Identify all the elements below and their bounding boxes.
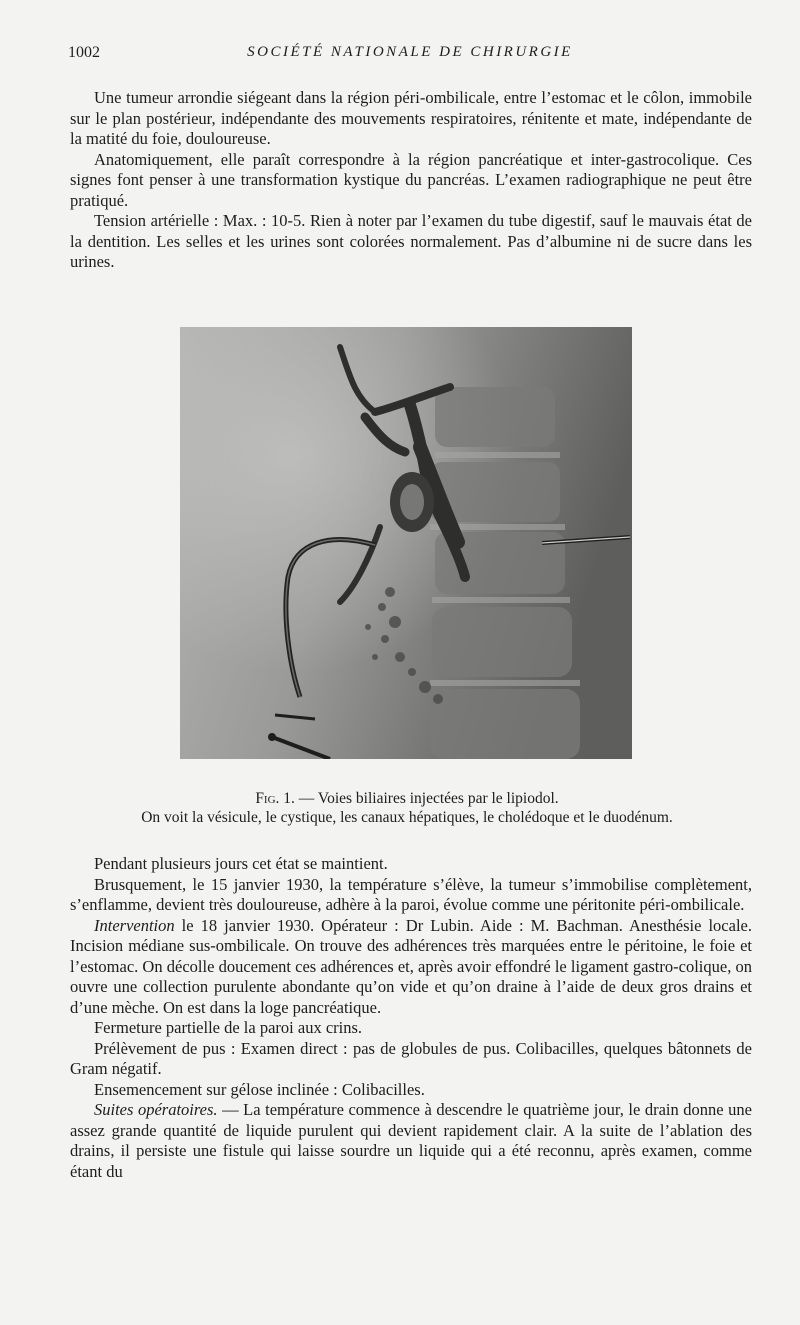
caption-title-line — [62, 789, 752, 808]
paragraph-tension: Tension artérielle : Max. : 10-5. Rien à noter par l’examen du tube digestif, sauf le mauvais état de la dentition. Les selles et les urines sont colorées normalement. Pas d’albumine ni de sucre dans les urines. — [70, 211, 752, 271]
intervention-label: Intervention — [94, 915, 175, 935]
paragraph-tumor: Une tumeur arrondie siégeant dans la région péri-ombilicale, entre l’estomac et le côlon, immobile sur le plan postérieur, indépendante des mouvements respiratoires, rénitente et mate, indépendante de la matité du foie, douloureuse. — [70, 88, 752, 148]
paragraph-days: Pendant plusieurs jours cet état se maintient. — [94, 854, 388, 873]
figure-description: On voit la vésicule, le cystique, les canaux hépatiques, le cholédoque et le duodénum. — [141, 809, 673, 826]
figure-label: Fig. 1. — [255, 790, 295, 807]
paragraph-closure: Fermeture partielle de la paroi aux crins. — [94, 1018, 363, 1037]
paragraph-sample: Prélèvement de pus : Examen direct : pas de globules de pus. Colibacilles, quelques bâtonnets de Gram négatif. — [70, 1038, 752, 1078]
paragraph-intervention — [70, 916, 752, 1019]
paragraph-anatomy: Anatomiquement, elle paraît correspondre à la région pancréatique et inter-gastrocolique. Ces signes font penser à une transformation kystique du pancréas. L’examen radiographique ne peut être pratiqué. — [70, 149, 752, 210]
paragraph-postop — [70, 1100, 752, 1182]
figure-caption — [62, 789, 752, 827]
paragraph-culture: Ensemencement sur gélose inclinée : Colibacilles. — [94, 1079, 425, 1099]
radiograph-figure — [180, 327, 632, 759]
running-title: SOCIÉTÉ NATIONALE DE CHIRURGIE — [247, 44, 573, 60]
postop-text: — La température commence à descendre le quatrième jour, le drain donne une assez grande quantité de liquide purulent qui devient rapidement clair. A la suite de l’ablation des drains, il persiste une fistule qui laisse sourdre un liquide qui a été reconnu, après examen, comme étant du — [70, 1100, 752, 1181]
top-text-block — [70, 88, 752, 273]
bottom-text-block — [70, 854, 752, 1182]
radiograph-image — [180, 327, 632, 759]
figure-title: — Voies biliaires injectées par le lipiodol. — [294, 790, 559, 807]
intervention-text: le 18 janvier 1930. Opérateur : Dr Lubin. Aide : M. Bachman. Anesthésie locale. Incision médiane sus-ombilicale. On trouve des adhérences très marquées entre le péritoine, le foie et l’estomac. On décolle doucement ces adhérences et, après avoir effondré le ligament gastro-colique, on ouvre une collection purulente abondante qu’on vide et qu’on draine à l’aide de deux gros drains et d’une mèche. On est dans la loge pancréatique. — [70, 915, 752, 1017]
paragraph-sudden: Brusquement, le 15 janvier 1930, la température s’élève, la tumeur s’immobilise complètement, s’enflamme, devient très douloureuse, adhère à la paroi, évolue comme une péritonite péri-ombilicale. — [70, 874, 752, 914]
page-number: 1002 — [68, 44, 100, 61]
postop-label: Suites opératoires. — [94, 1100, 218, 1119]
page-header — [68, 44, 752, 66]
